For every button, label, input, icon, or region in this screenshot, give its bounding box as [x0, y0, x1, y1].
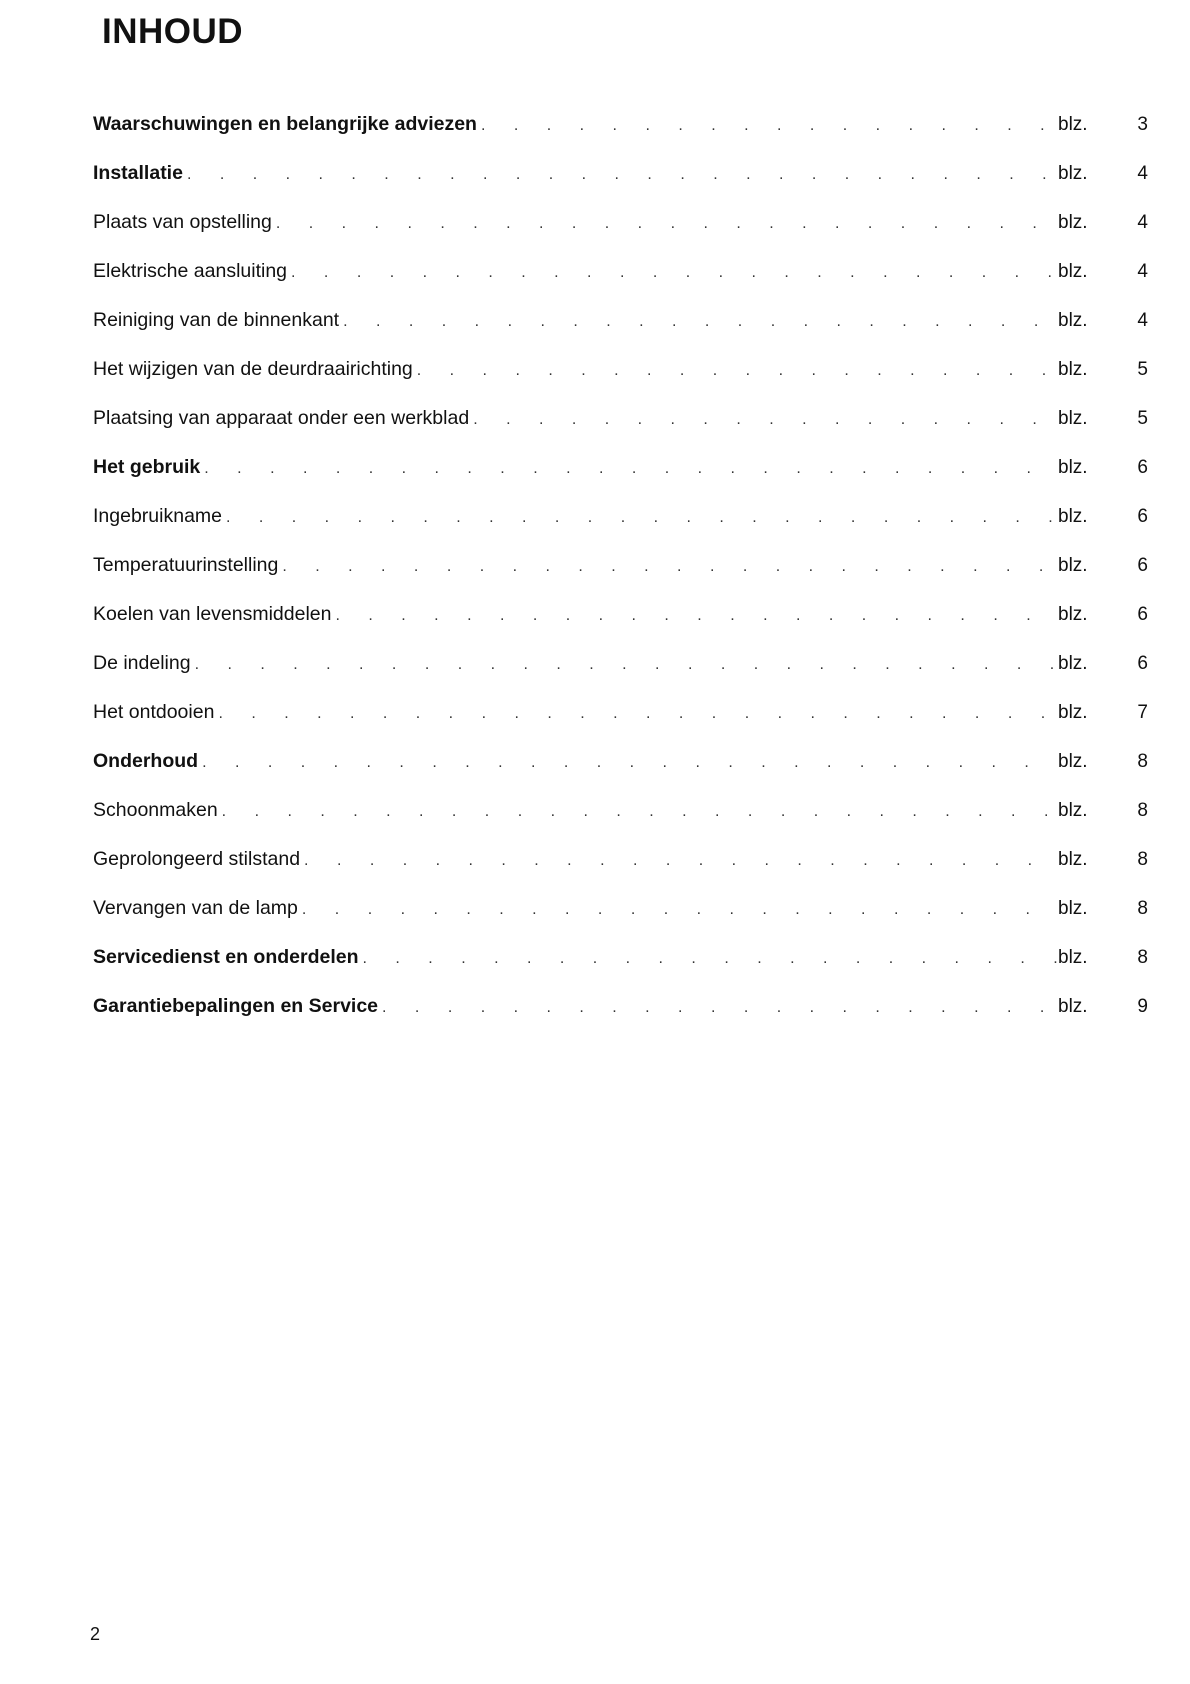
toc-entry-label: Het gebruik: [93, 456, 201, 478]
toc-page-number: 8: [1137, 898, 1148, 919]
toc-page-prefix: blz.: [1058, 261, 1088, 282]
toc-entry[interactable]: [93, 750, 1148, 799]
toc-page-number: 8: [1137, 800, 1148, 821]
toc-page-prefix: blz.: [1058, 212, 1088, 233]
toc-page-number: 4: [1137, 163, 1148, 184]
toc-entry-label: Temperatuurinstelling: [93, 554, 279, 576]
toc-page-prefix: blz.: [1058, 800, 1088, 821]
toc-leader-dots: [195, 656, 1058, 674]
toc-page-number: 5: [1137, 408, 1148, 429]
toc-page-number: 6: [1137, 604, 1148, 625]
toc-page-number: 4: [1137, 261, 1148, 282]
toc-leader-dots: [276, 215, 1058, 233]
toc-page-number: 8: [1137, 947, 1148, 968]
toc-leader-dots: [218, 705, 1058, 723]
toc-page-number: 6: [1137, 555, 1148, 576]
toc-page-number: 9: [1137, 996, 1148, 1017]
toc-page-number: 5: [1137, 359, 1148, 380]
toc-entry-label: Ingebruikname: [93, 505, 222, 527]
toc-page-number: 3: [1137, 114, 1148, 135]
toc-page-prefix: blz.: [1058, 359, 1088, 380]
toc-page-number: 4: [1137, 212, 1148, 233]
toc-entry[interactable]: [93, 995, 1148, 1044]
toc-page-number: 8: [1137, 751, 1148, 772]
toc-page-prefix: blz.: [1058, 702, 1088, 723]
toc-leader-dots: [226, 509, 1058, 527]
toc-entry[interactable]: [93, 358, 1148, 407]
toc-entry-label: Plaats van opstelling: [93, 211, 272, 233]
toc-entry-label: Onderhoud: [93, 750, 199, 772]
toc-leader-dots: [302, 901, 1058, 919]
toc-entry-label: Elektrische aansluiting: [93, 260, 288, 282]
toc-entry-label: Waarschuwingen en belangrijke adviezen: [93, 113, 477, 135]
toc-page-prefix: blz.: [1058, 555, 1088, 576]
table-of-contents: [93, 113, 1148, 1044]
toc-leader-dots: [343, 313, 1058, 331]
toc-entry[interactable]: [93, 162, 1148, 211]
toc-page-number: 6: [1137, 653, 1148, 674]
toc-entry-label: Installatie: [93, 162, 183, 184]
toc-page-prefix: blz.: [1058, 898, 1088, 919]
toc-page-number: 8: [1137, 849, 1148, 870]
toc-entry[interactable]: [93, 799, 1148, 848]
toc-entry[interactable]: [93, 848, 1148, 897]
toc-entry-label: Reiniging van de binnenkant: [93, 309, 340, 331]
toc-page-prefix: blz.: [1058, 604, 1088, 625]
toc-entry[interactable]: [93, 505, 1148, 554]
toc-leader-dots: [473, 411, 1058, 429]
toc-page-prefix: blz.: [1058, 457, 1088, 478]
toc-entry[interactable]: [93, 897, 1148, 946]
toc-page-prefix: blz.: [1058, 506, 1088, 527]
toc-page-prefix: blz.: [1058, 947, 1088, 968]
toc-page-number: 4: [1137, 310, 1148, 331]
toc-entry[interactable]: [93, 309, 1148, 358]
toc-leader-dots: [291, 264, 1058, 282]
page-title: INHOUD: [102, 12, 244, 51]
toc-page-prefix: blz.: [1058, 310, 1088, 331]
toc-entry[interactable]: [93, 456, 1148, 505]
toc-page-prefix: blz.: [1058, 408, 1088, 429]
toc-leader-dots: [304, 852, 1058, 870]
page-number: 2: [90, 1624, 101, 1644]
toc-entry[interactable]: [93, 260, 1148, 309]
toc-entry[interactable]: [93, 946, 1148, 995]
toc-entry-label: Het ontdooien: [93, 701, 215, 723]
toc-page-number: 6: [1137, 506, 1148, 527]
toc-leader-dots: [336, 607, 1059, 625]
toc-entry-label: Servicedienst en onderdelen: [93, 946, 359, 968]
toc-entry[interactable]: [93, 701, 1148, 750]
toc-entry-label: De indeling: [93, 652, 191, 674]
toc-page-prefix: blz.: [1058, 751, 1088, 772]
toc-page-prefix: blz.: [1058, 114, 1088, 135]
toc-entry-label: Het wijzigen van de deurdraairichting: [93, 358, 413, 380]
toc-entry[interactable]: [93, 603, 1148, 652]
toc-leader-dots: [417, 362, 1058, 380]
toc-leader-dots: [282, 558, 1058, 576]
toc-entry[interactable]: [93, 407, 1148, 456]
toc-entry[interactable]: [93, 113, 1148, 162]
toc-page-prefix: blz.: [1058, 849, 1088, 870]
toc-page-prefix: blz.: [1058, 163, 1088, 184]
toc-leader-dots: [187, 166, 1058, 184]
toc-leader-dots: [382, 999, 1058, 1017]
toc-entry-label: Plaatsing van apparaat onder een werkblad: [93, 407, 470, 429]
toc-page-prefix: blz.: [1058, 653, 1088, 674]
toc-page-number: 6: [1137, 457, 1148, 478]
toc-leader-dots: [204, 460, 1058, 478]
toc-entry-label: Koelen van levensmiddelen: [93, 603, 332, 625]
toc-entry[interactable]: [93, 211, 1148, 260]
toc-entry-label: Schoonmaken: [93, 799, 218, 821]
toc-leader-dots: [202, 754, 1058, 772]
toc-leader-dots: [481, 117, 1058, 135]
toc-entry-label: Garantiebepalingen en Service: [93, 995, 379, 1017]
toc-page-prefix: blz.: [1058, 996, 1088, 1017]
toc-entry[interactable]: [93, 652, 1148, 701]
toc-entry-label: Geprolongeerd stilstand: [93, 848, 301, 870]
toc-leader-dots: [363, 950, 1058, 968]
toc-entry[interactable]: [93, 554, 1148, 603]
toc-entry-label: Vervangen van de lamp: [93, 897, 298, 919]
toc-leader-dots: [222, 803, 1058, 821]
toc-page-number: 7: [1137, 702, 1148, 723]
